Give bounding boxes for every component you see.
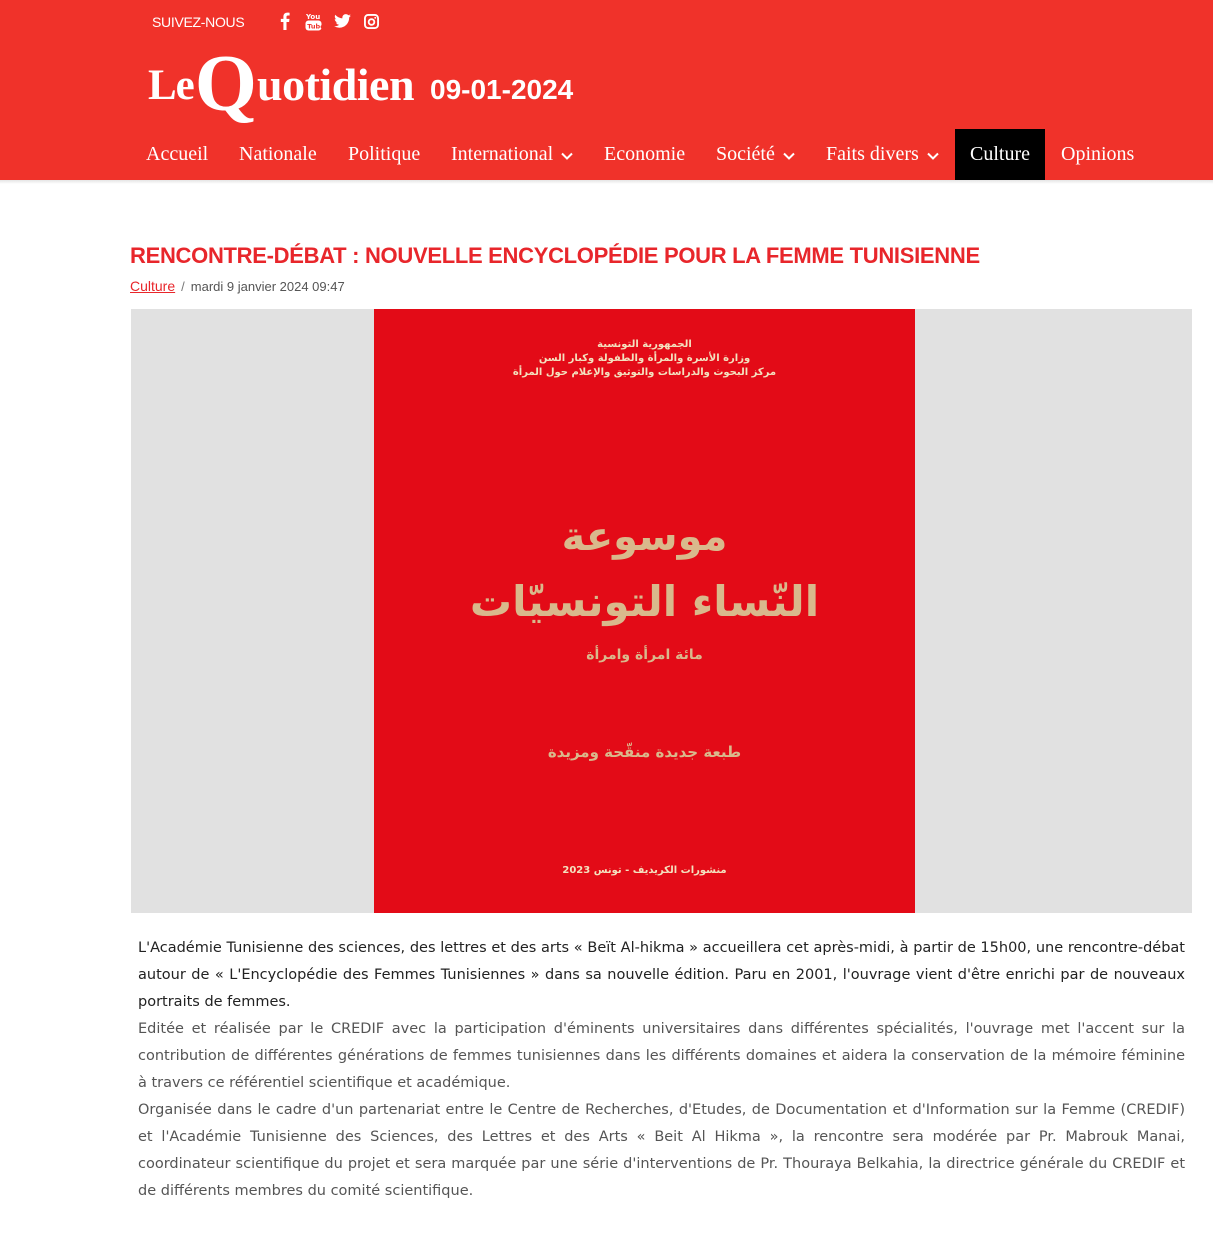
- cover-subtitle: مائة امرأة وامرأة: [586, 647, 703, 663]
- nav-item-politique[interactable]: [348, 129, 420, 180]
- article-category-link[interactable]: Culture: [130, 278, 176, 294]
- nav-item-faits-divers[interactable]: [826, 129, 939, 180]
- book-cover: [374, 309, 915, 913]
- chevron-down-icon: [783, 129, 795, 180]
- cover-edition: طبعة جديدة منقّحة ومزيدة: [547, 743, 742, 761]
- meta-separator: /: [181, 279, 185, 294]
- article-paragraph: Editée et réalisée par le CREDIF avec la participation d'éminents universitaires dans différentes spécialités, l'ouvrage met l'accent sur la contribution de différentes générations de femmes tunisiennes dans les différents domaines et aidera la conservation de la mémoire féminine à travers ce référentiel scientifique et académique.: [138, 1021, 1185, 1091]
- nav-label: Faits divers: [826, 143, 919, 165]
- article-title: RENCONTRE-DÉBAT : NOUVELLE ENCYCLOPÉDIE POUR LA FEMME TUNISIENNE: [130, 243, 980, 268]
- chevron-down-icon: [927, 129, 939, 180]
- article-paragraph: L'Académie Tunisienne des sciences, des lettres et des arts « Beït Al-hikma » accueillera cet après-midi, à partir de 15h00, une rencontre-débat autour de « L'Encyclopédie des Femmes Tunisiennes » dans sa nouvelle édition. Paru en 2001, l'ouvrage vient d'être enrichi par de nouveaux portraits de femmes.: [138, 940, 1185, 1010]
- nav-label: Politique: [348, 143, 421, 165]
- cover-title-line1: موسوعة: [561, 514, 728, 560]
- instagram-icon[interactable]: [362, 11, 380, 31]
- nav-item-societe[interactable]: [716, 129, 795, 180]
- header-date: 09-01-2024: [430, 74, 574, 105]
- nav-label: Culture: [970, 143, 1030, 165]
- nav-item-culture[interactable]: [955, 129, 1045, 180]
- nav-item-economie[interactable]: [604, 129, 685, 180]
- logo-q: Q: [194, 40, 258, 128]
- nav-item-international[interactable]: [451, 129, 573, 180]
- site-logo[interactable]: [148, 40, 415, 128]
- nav-label: Economie: [604, 143, 686, 165]
- header-divider: [0, 180, 1213, 184]
- nav-item-nationale[interactable]: [239, 129, 317, 180]
- article-image: [131, 309, 1192, 913]
- article-paragraph: Organisée dans le cadre d'un partenariat entre le Centre de Recherches, d'Etudes, de Documentation et d'Information sur la Femme (CREDIF) et l'Académie Tunisienne des Sciences, des Lettres et des Arts « Beit Al Hikma », la rencontre sera modérée par Pr. Mabrouk Manai, coordinateur scientifique du projet et sera marquée par une série d'interventions de Pr. Thouraya Belkahia, la directrice générale du CREDIF et de différents membres du comité scientifique.: [138, 1102, 1185, 1199]
- svg-text:You: You: [305, 12, 320, 21]
- logo-le: Le: [148, 62, 194, 109]
- article-meta: [130, 278, 345, 294]
- cover-header-line2: وزارة الأسرة والمرأة والطفولة وكبار السن: [538, 353, 751, 364]
- nav-label: International: [451, 143, 554, 165]
- nav-label: Accueil: [146, 143, 209, 165]
- cover-header-line1: الجمهورية التونسية: [597, 339, 692, 350]
- cover-title-line2: النّساء التونسيّات: [469, 577, 820, 626]
- logo-rest: uotidien: [257, 59, 415, 110]
- nav-label: Société: [716, 143, 775, 165]
- article-date: mardi 9 janvier 2024 09:47: [190, 279, 345, 294]
- facebook-icon[interactable]: [278, 11, 292, 31]
- article-body: [138, 935, 1185, 1205]
- chevron-down-icon: [561, 129, 573, 180]
- youtube-icon[interactable]: [304, 11, 325, 31]
- cover-header-line3: مركز البحوث والدراسات والتوثيق والإعلام حول المرأة: [512, 367, 777, 378]
- nav-label: Opinions: [1061, 143, 1135, 165]
- nav-item-opinions[interactable]: [1061, 129, 1134, 180]
- twitter-icon[interactable]: [333, 11, 351, 31]
- svg-text:Tube: Tube: [306, 22, 325, 30]
- nav-item-accueil[interactable]: [146, 129, 208, 180]
- cover-footer: منشورات الكريديف - تونس 2023: [562, 865, 727, 876]
- follow-us-label: SUIVEZ-NOUS: [152, 14, 245, 30]
- nav-label: Nationale: [239, 143, 317, 165]
